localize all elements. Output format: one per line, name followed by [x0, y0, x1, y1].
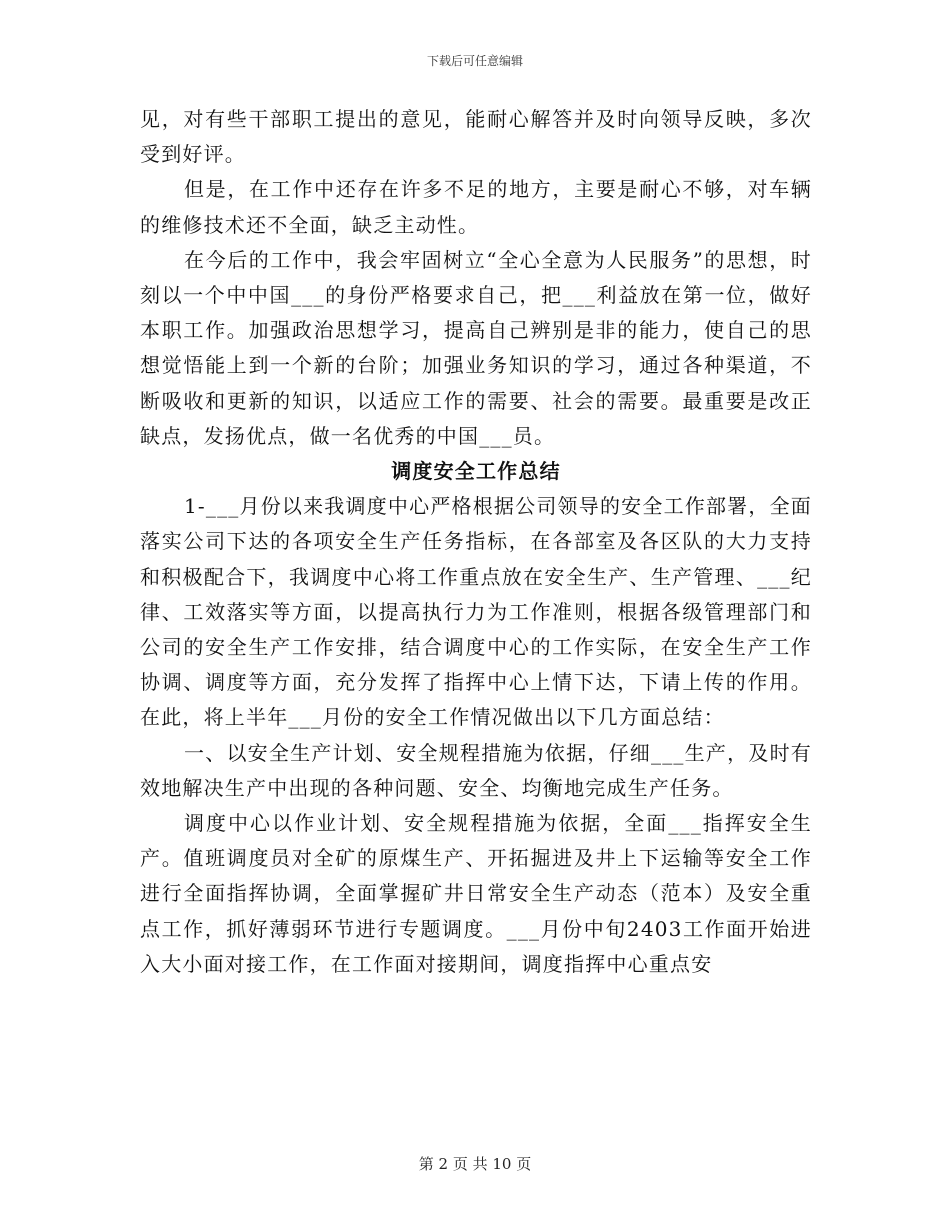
document-body [140, 102, 812, 982]
paragraph: 在今后的工作中，我会牢固树立“全心全意为人民服务”的思想，时刻以一个中中国___的身份严格要求自己，把___利益放在第一位，做好本职工作。加强政治思想学习，提高自己辨别是非的能力，使自己的思想觉悟能上到一个新的台阶；加强业务知识的学习，通过各种渠道，不断吸收和更新的知识，以适应工作的需要、社会的需要。最重要是改正缺点，发扬优点，做一名优秀的中国___员。 [140, 247, 812, 448]
page-header: 下载后可任意编辑 [426, 54, 523, 68]
paragraph: 调度中心以作业计划、安全规程措施为依据，全面___指挥安全生产。值班调度员对全矿的原煤生产、开拓掘进及井上下运输等安全工作进行全面指挥协调，全面掌握矿井日常安全生产动态（范本）及安全重点工作，抓好薄弱环节进行专题调度。___月份中旬2403工作面开始进入大小面对接工作，在工作面对接期间，调度指挥中心重点安 [140, 811, 812, 976]
section-title: 调度安全工作总结 [391, 459, 561, 484]
paragraph: 一、以安全生产计划、安全规程措施为依据，仔细___生产，及时有效地解决生产中出现的各种问题、安全、均衡地完成生产任务。 [140, 740, 812, 800]
paragraph: 但是，在工作中还存在许多不足的地方，主要是耐心不够，对车辆的维修技术还不全面，缺乏主动性。 [140, 177, 812, 237]
page-footer: 第 2 页 共 10 页 [418, 1155, 532, 1173]
paragraph: 1-___月份以来我调度中心严格根据公司领导的安全工作部署，全面落实公司下达的各项安全生产任务指标，在各部室及各区队的大力支持和积极配合下，我调度中心将工作重点放在安全生产、生产管理、___纪律、工效落实等方面，以提高执行力为工作准则，根据各级管理部门和公司的安全生产工作安排，结合调度中心的工作实际，在安全生产工作协调、调度等方面，充分发挥了指挥中心上情下达，下请上传的作用。在此，将上半年___月份的安全工作情况做出以下几方面总结： [140, 494, 812, 730]
paragraph: 见，对有些干部职工提出的意见，能耐心解答并及时向领导反映，多次受到好评。 [140, 107, 812, 167]
